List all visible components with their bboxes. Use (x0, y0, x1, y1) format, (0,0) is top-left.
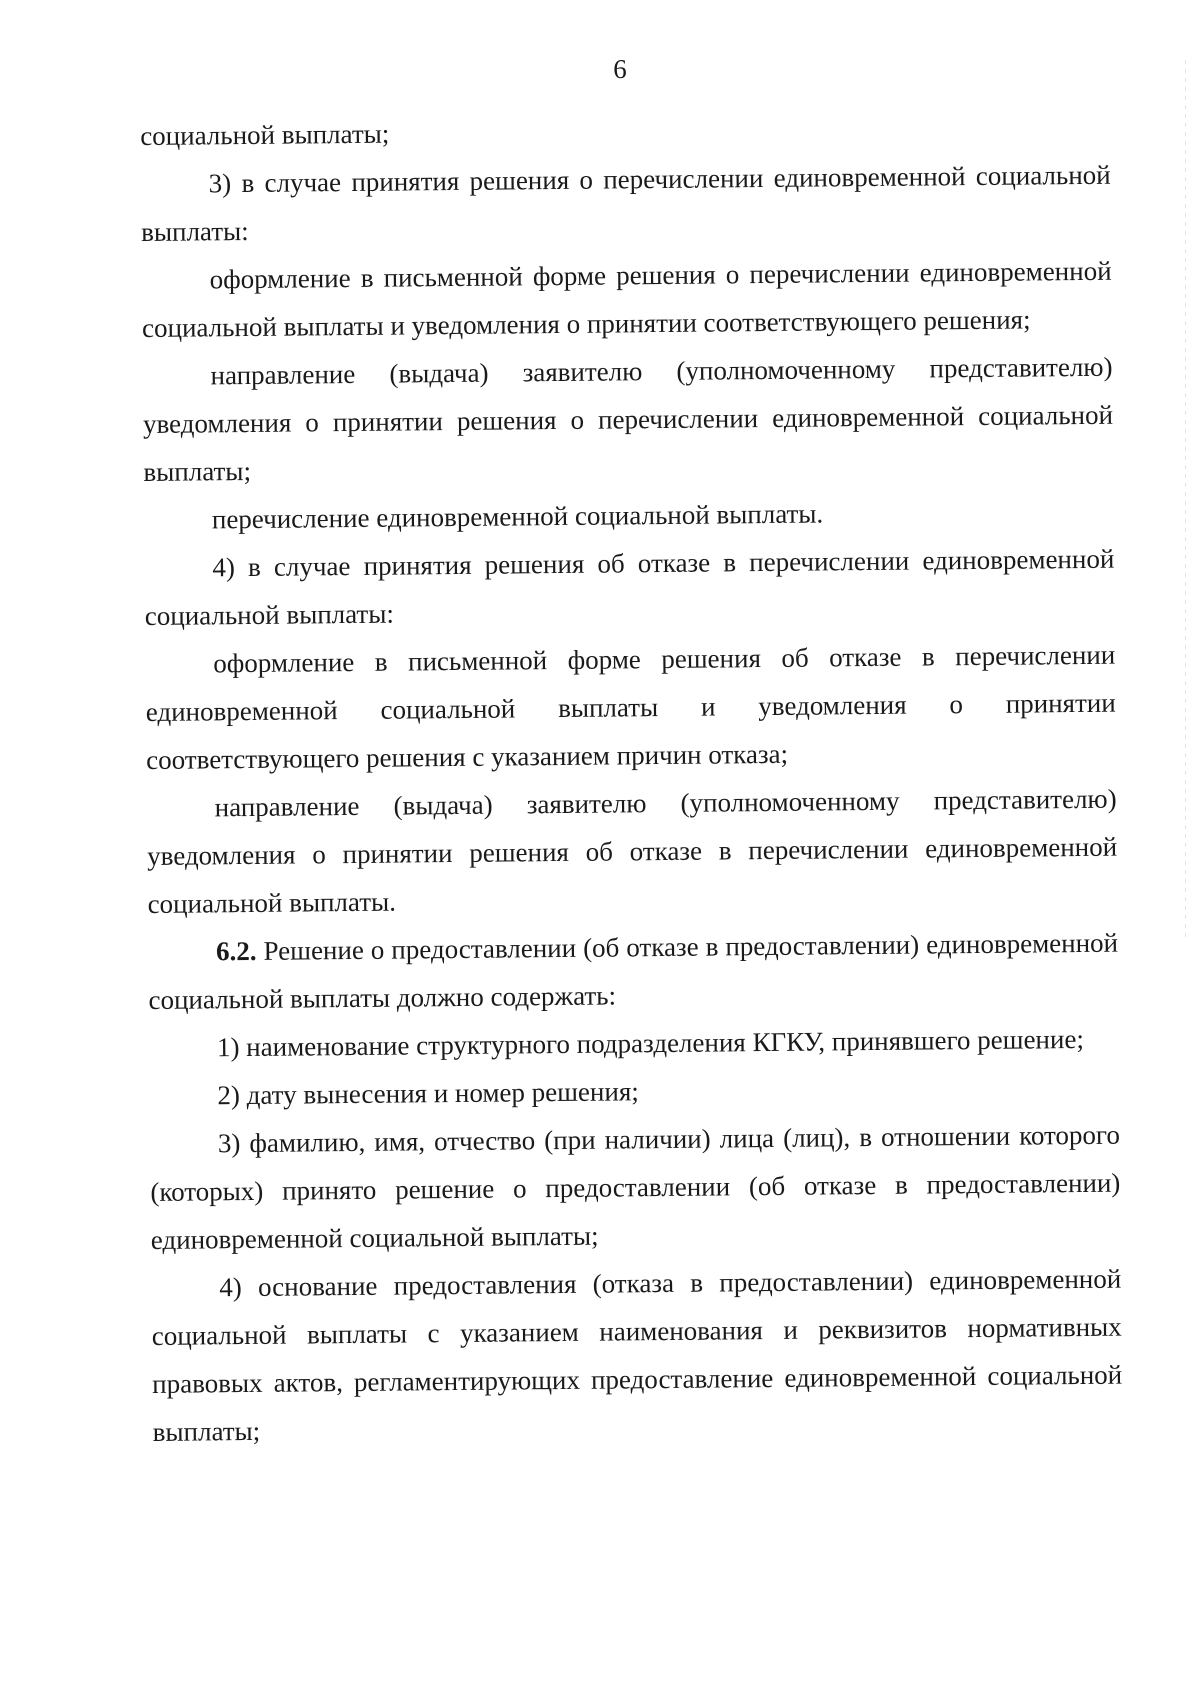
list-item-1: 1) наименование структурного подразделения КГКУ, принявшего решение; (216, 1023, 1085, 1063)
section-number: 6.2. (215, 935, 257, 967)
paragraph-item-4-notification: направление (выдача) заявителю (уполномоченному представителю) уведомления о принятии решения об отказе в перечислении единовременной социальной выплаты. (146, 783, 1118, 919)
list-item-3: 3) фамилию, имя, отчество (при наличии) лица (лиц), в отношении которого (которых) принято решение о предоставлении (об отказе в предоставлении) единовременной социальной выплаты; (150, 1119, 1121, 1255)
scan-edge-mark (1185, 60, 1186, 940)
section-6-2 (148, 919, 1119, 1024)
paragraph-item-3-notification: направление (выдача) заявителю (уполномоченному представителю) уведомления о принятии решения о перечислении единовременной социальной выплаты; (142, 351, 1114, 487)
page-number: 6 (613, 54, 627, 84)
list-item-4: 4) основание предоставления (отказа в предоставлении) единовременной социальной выплаты с указанием наименования и реквизитов нормативных правовых актов, регламентирующих предоставление единовременной социальной выплаты; (151, 1263, 1123, 1447)
section-text: Решение о предоставлении (об отказе в предоставлении) единовременной социальной выплаты должно содержать: (148, 927, 1119, 1015)
paragraph-continuation: социальной выплаты; (140, 118, 390, 151)
paragraph-item-3: 3) в случае принятия решения о перечислении единовременной социальной выплаты: (141, 159, 1111, 247)
list-item-2: 2) дату вынесения и номер решения; (217, 1076, 639, 1111)
paragraph-item-4: 4) в случае принятия решения об отказе в перечислении единовременной социальной выплаты: (144, 543, 1115, 631)
paragraph-item-3-transfer: перечисление единовременной социальной выплаты. (211, 498, 824, 535)
document-body (140, 103, 1123, 1456)
paragraph-item-3-registration: оформление в письменной форме решения о перечислении единовременной социальной выплаты и уведомления о принятии соответствующего решения; (141, 255, 1112, 343)
paragraph-item-4-registration: оформление в письменной форме решения об отказе в перечислении единовременной социальной выплаты и уведомления о принятии соответствующего решения с указанием причин отказа; (145, 639, 1116, 775)
